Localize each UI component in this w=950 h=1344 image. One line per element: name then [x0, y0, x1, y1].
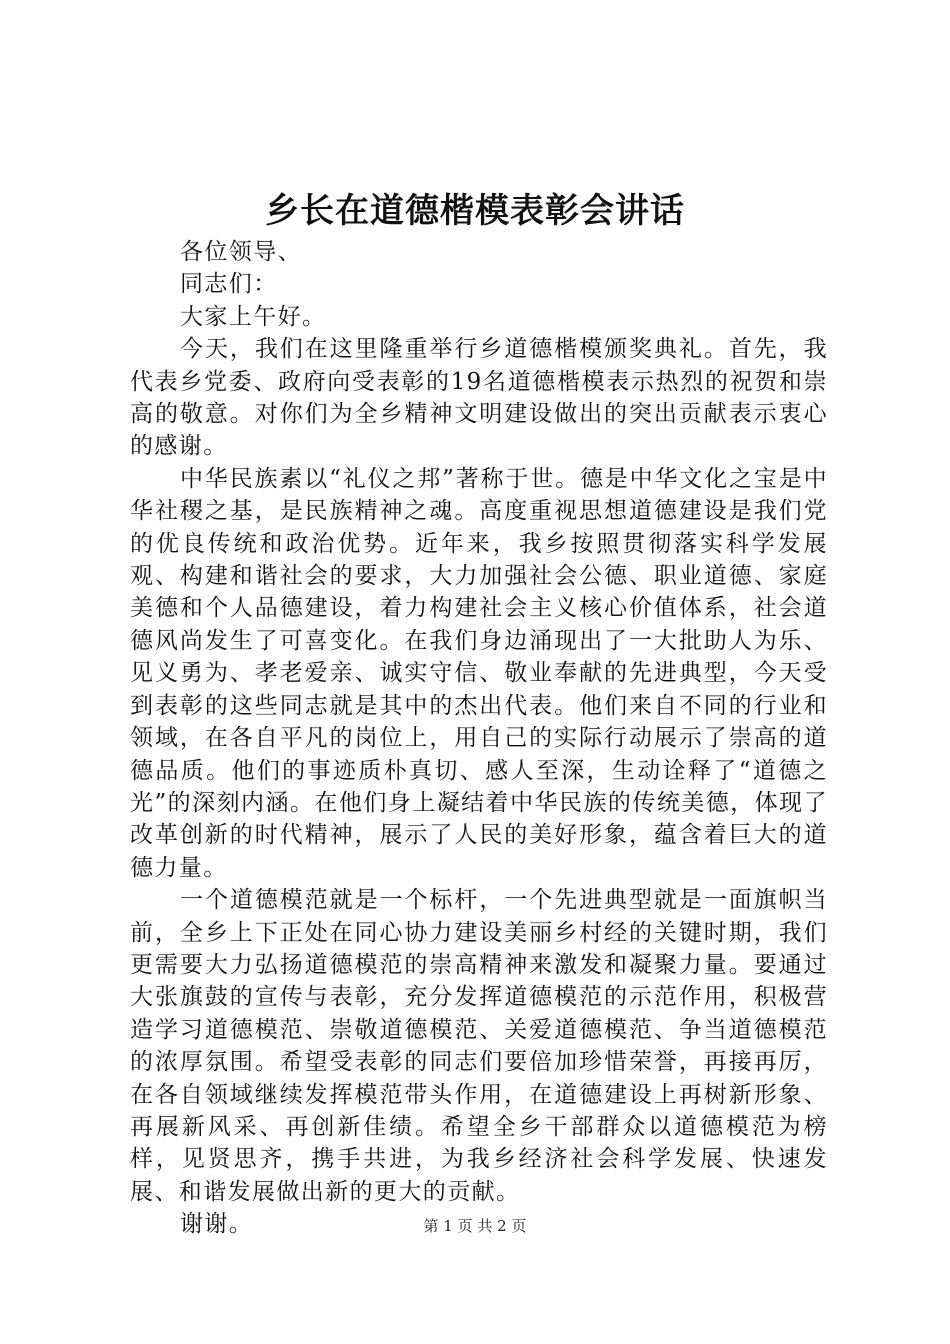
closing-thanks: 谢谢。 [180, 1211, 254, 1238]
salutation-leaders: 各位领导、 [180, 239, 302, 265]
salutation-comrades: 同志们： [180, 271, 278, 298]
paragraph-role-models: 一个道德模范就是一个标杆，一个先进典型就是一面旗帜当前，全乡上下正处在同心协力建设美丽乡村经的关键时期，我们更需要大力弘扬道德模范的崇高精神来激发和凝聚力量。要通过大张旗鼓的宣传与表彰，充分发挥道德模范的示范作用，积极营造学习道德模范、崇敬道德模范、关爱道德模范、争当道德模范的浓厚氛围。希望受表彰的同志们要倍加珍惜荣誉，再接再厉，在各自领域继续发挥模范带头作用，在道德建设上再树新形象、再展新风采、再创新佳绩。希望全乡干部群众以道德模范为榜样，见贤思齐，携手共进，为我乡经济社会科学发展、快速发展、和谐发展做出新的更大的贡献。 [130, 887, 828, 1205]
document-body [130, 236, 828, 1241]
paragraph-tradition: 中华民族素以“礼仪之邦”著称于世。德是中华文化之宝是中华社稷之基，是民族精神之魂。高度重视思想道德建设是我们党的优良传统和政治优势。近年来，我乡按照贯彻落实科学发展观、构建和谐社会的要求，大力加强社会公德、职业道德、家庭美德和个人品德建设，着力构建社会主义核心价值体系，社会道德风尚发生了可喜变化。在我们身边涌现出了一大批助人为乐、见义勇为、孝老爱亲、诚实守信、敬业奉献的先进典型，今天受到表彰的这些同志就是其中的杰出代表。他们来自不同的行业和领域，在各自平凡的岗位上，用自己的实际行动展示了崇高的道德品质。他们的事迹质朴真切、感人至深，生动诠释了“道德之光”的深刻内涵。在他们身上凝结着中华民族的传统美德，体现了改革创新的时代精神，展示了人民的美好形象，蕴含着巨大的道德力量。 [130, 465, 828, 881]
page-number-footer: 第 1 页 共 2 页 [423, 1217, 527, 1235]
greeting: 大家上午好。 [180, 303, 327, 330]
document-title: 乡长在道德楷模表彰会讲话 [265, 191, 685, 231]
paragraph-opening: 今天，我们在这里隆重举行乡道德楷模颁奖典礼。首先，我代表乡党委、政府向受表彰的19名道德楷模表示热烈的祝贺和崇高的敬意。对你们为全乡精神文明建设做出的突出贡献表示衷心的感谢。 [130, 336, 828, 460]
